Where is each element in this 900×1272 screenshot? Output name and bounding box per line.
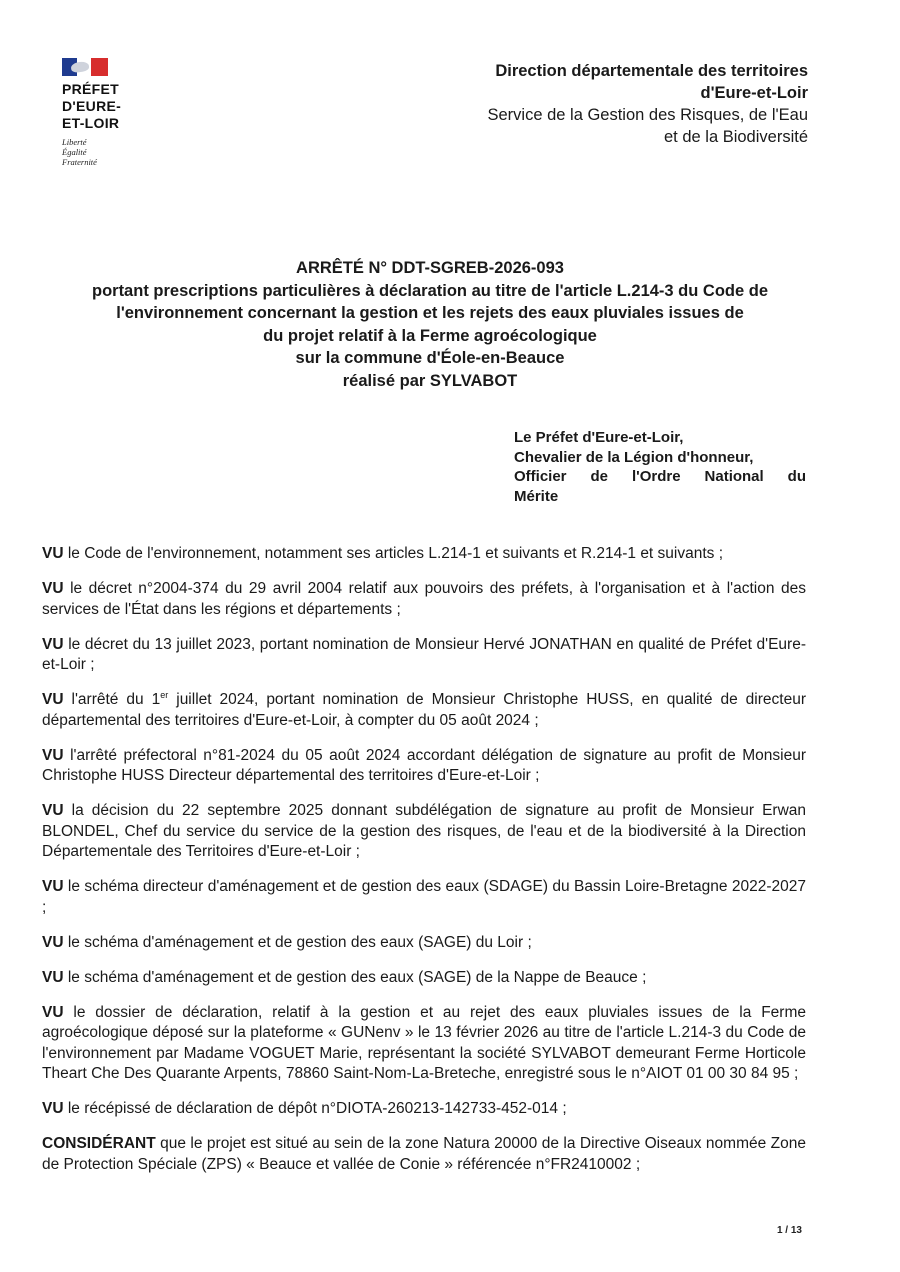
motto-line: Liberté: [62, 137, 87, 147]
prefect-signatory-block: [514, 428, 806, 506]
ordinal-superscript: er: [160, 689, 169, 700]
recital-text: le Code de l'environnement, notamment ses articles L.214-1 et suivants et R.214-1 et suivants ;: [63, 545, 724, 562]
recital-keyword: VU: [42, 580, 64, 597]
marianne-flag-icon: [62, 58, 108, 76]
logo-title-line: PRÉFET: [62, 81, 120, 97]
recital-keyword: VU: [42, 1003, 64, 1021]
recital-text: le décret n°2004-374 du 29 avril 2004 relatif aux pouvoirs des préfets, à l'organisation et à l'action des services de l'État dans les régions et départements ;: [42, 580, 806, 618]
title-line: l'environnement concernant la gestion et les rejets des eaux pluviales issues de: [116, 304, 744, 322]
header-line: et de la Biodiversité: [664, 128, 808, 146]
prefect-line: Le Préfet d'Eure-et-Loir,: [514, 429, 684, 446]
logo-title: [62, 81, 152, 132]
title-line: du projet relatif à la Ferme agroécologique: [263, 326, 597, 345]
recital-text: la décision du 22 septembre 2025 donnant subdélégation de signature au profit de Monsieur Erwan BLONDEL, Chef du service du service de la gestion des risques, de l'eau et de la biodiversité à la Direction Départementale des Territoires d'Eure-et-Loir ;: [42, 802, 806, 860]
recital-paragraph: [42, 1134, 806, 1175]
recital-paragraph: [42, 690, 806, 731]
recital-paragraph: [42, 579, 806, 620]
recital-paragraph: [42, 544, 806, 565]
recital-keyword: VU: [42, 691, 64, 708]
recital-keyword: VU: [42, 968, 64, 986]
recital-keyword: VU: [42, 746, 64, 764]
recital-text: l'arrêté préfectoral n°81-2024 du 05 août 2024 accordant délégation de signature au profit de Monsieur Christophe HUSS Directeur départemental des territoires d'Eure-et-Loir ;: [42, 746, 806, 784]
recital-paragraph: [42, 801, 806, 863]
recital-paragraph: [42, 1099, 806, 1120]
logo-title-line: ET-LOIR: [62, 115, 120, 131]
header-line: Direction départementale des territoires: [495, 62, 808, 80]
republic-motto: [62, 137, 152, 167]
recitals: [42, 544, 806, 1190]
recital-keyword: VU: [42, 802, 64, 819]
recital-keyword: VU: [42, 635, 64, 653]
recital-paragraph: [42, 968, 806, 989]
recital-text: le décret du 13 juillet 2023, portant nomination de Monsieur Hervé JONATHAN en qualité de Préfet d'Eure-et-Loir ;: [42, 635, 806, 673]
title-line: sur la commune d'Éole-en-Beauce: [295, 349, 565, 367]
issuing-service-header: [488, 60, 809, 148]
recital-paragraph: [42, 746, 806, 787]
recital-text: le récépissé de déclaration de dépôt n°DIOTA-260213-142733-452-014 ;: [63, 1100, 567, 1117]
prefect-line: Mérite: [514, 487, 559, 505]
decree-title: [40, 257, 820, 392]
recital-text: le schéma directeur d'aménagement et de gestion des eaux (SDAGE) du Bassin Loire-Bretagne 2022-2027 ;: [42, 878, 806, 916]
prefet-logo: [62, 58, 152, 167]
title-line: ARRÊTÉ N° DDT-SGREB-2026-093: [296, 259, 564, 277]
recital-text: le schéma d'aménagement et de gestion des eaux (SAGE) du Loir ;: [63, 933, 532, 951]
recital-paragraph: [42, 1003, 806, 1085]
recital-keyword: VU: [42, 545, 64, 562]
motto-line: Égalité: [62, 147, 87, 157]
recital-keyword: VU: [42, 878, 64, 895]
header-line: d'Eure-et-Loir: [700, 84, 808, 102]
recital-text: juillet 2024, portant nomination de Monsieur Christophe HUSS, en qualité de directeur départemental des territoires d'Eure-et-Loir, à compter du 05 août 2024 ;: [42, 691, 806, 729]
motto-line: Fraternité: [62, 157, 97, 167]
logo-title-line: D'EURE-: [62, 98, 122, 114]
recital-keyword: CONSIDÉRANT: [42, 1135, 156, 1152]
title-line: réalisé par SYLVABOT: [342, 371, 518, 390]
prefect-line: Officier de l'Ordre National du: [514, 468, 806, 485]
recital-text: que le projet est situé au sein de la zone Natura 20000 de la Directive Oiseaux nommée Zone de Protection Spéciale (ZPS) « Beauce et vallée de Conie » référencée n°FR2410002 ;: [42, 1135, 806, 1173]
recital-text: le dossier de déclaration, relatif à la gestion et au rejet des eaux pluviales issues de la Ferme agroécologique déposé sur la plateforme « GUNenv » le 13 février 2026 au titre de l'article L.214-3 du Code de l'environnement par Madame VOGUET Marie, représentant la société SYLVABOT demeurant Ferme Horticole Theart Che Des Quarante Arpents, 78860 Saint-Nom-La-Breteche, enregistré sous le n°AIOT 01 00 30 84 95 ;: [42, 1003, 806, 1082]
prefect-line: Chevalier de la Légion d'honneur,: [514, 448, 754, 466]
header-line: Service de la Gestion des Risques, de l'Eau: [487, 106, 808, 124]
title-line: portant prescriptions particulières à déclaration au titre de l'article L.214-3 du Code de: [91, 281, 769, 300]
page-number: 1 / 13: [776, 1225, 802, 1236]
recital-text: le schéma d'aménagement et de gestion des eaux (SAGE) de la Nappe de Beauce ;: [63, 968, 647, 986]
recital-paragraph: [42, 877, 806, 918]
recital-keyword: VU: [42, 933, 64, 951]
recital-keyword: VU: [42, 1100, 64, 1117]
recital-paragraph: [42, 635, 806, 676]
recital-text: l'arrêté du 1: [63, 691, 161, 708]
recital-paragraph: [42, 933, 806, 954]
